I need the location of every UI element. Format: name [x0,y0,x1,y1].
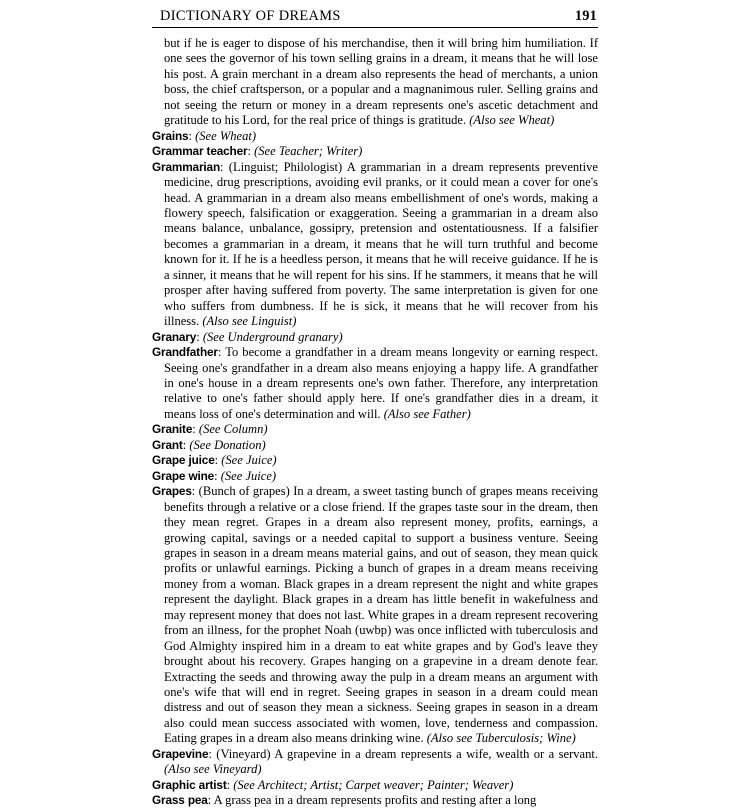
entry-separator: : [214,453,222,468]
entry-headword: Grandfather [152,345,218,360]
entry-headword: Grass pea [152,793,208,808]
continued-paragraph-text: but if he is eager to dispose of his merchandise, then it will bring him humiliation. If one sees the governor of his town selling grains in a dream, it means that he will lose his post. A grain merchant in a dream also represents the head of merchants, a union boss, the chief craftsperson, or a popular and a magnanimous ruler. Selling grains and not seeing the return or money in a dream represents one's ascetic detachment and gratitude to his Lord, for the real price of things is gratitude. [164,36,598,128]
entry-cross-reference: (See Wheat) [195,128,257,143]
entry-separator: : [207,793,214,808]
dictionary-entry [152,422,598,437]
entry-headword: Grains [152,128,189,143]
entry-body: (Linguist; Philologist) A grammarian in a dream represents preventive medicine, drug prescriptions, avoiding evil pranks, or it could mean a cover for one's head. A grammarian in a dream also means embellishment of one's words, making a flowery speech, falsification or exaggeration. Seeing a grammarian in a dream also means balance, unbalance, gossipry, pretension and ostentatiousness. If a falsifier becomes a grammarian in a dream, it means that he will turn truthful and become known for it. If he is a heedless person, it means that he will receive guidance. If he is a sinner, it means that he will repent for his sins. If he stammers, it means that he will prosper after having suffered from poverty. The same interpretation is given for one who suffers from dumbness. If he is sick, it means that he will recover from his illness. [164,159,598,329]
entry-separator: : [208,746,217,761]
dictionary-entry [152,747,598,778]
entry-headword: Grape juice [152,453,215,468]
entry-separator: : [191,484,199,499]
entry-cross-reference: (See Column) [198,422,268,437]
dictionary-entry [152,330,598,345]
entry-headword: Grape wine [152,468,215,483]
entry-headword: Graphic artist [152,777,227,792]
dictionary-entry [152,438,598,453]
entry-headword: Grammar teacher [152,144,248,159]
dictionary-entry [152,129,598,144]
dictionary-entry [152,160,598,330]
running-head [152,8,598,28]
page-content-column [152,8,598,809]
dictionary-entry [152,144,598,159]
entry-separator: : [226,777,234,792]
entry-cross-reference: (See Underground granary) [202,329,343,344]
entry-also-see: (Also see Vineyard) [164,762,262,777]
entry-separator: : [220,159,229,174]
dictionary-entry [152,453,598,468]
entry-body: (Bunch of grapes) In a dream, a sweet tasting bunch of grapes means receiving benefits through a relative or a close friend. If the grapes taste sour in the dream, then they mean regret. Grapes in a dream also represent money, profits, earnings, a growing capital, savings or a needed capital to support a business venture. Seeing grapes in season in a dream means material gains, and out of season, they mean quick profits or unlawful earnings. Picking a bunch of grapes in a dream means receiving money from a woman. Black grapes in a dream represent the night and white grapes represent the daylight. Black grapes in a dream has little benefit in wakefulness and may represent money that does not last. White grapes in a dream represent recovering from an illness, for the prophet Noah (uwbp) was once inflicted with tuberculosis and God Almighty inspired him in a dream to eat white grapes and by God's leave they brought about his recovery. Grapes hanging on a grapevine in a dream denote fear. Extracting the seeds and throwing away the pulp in a dream means an argument with one's wife that will end in regret. Seeing grapes in season in a dream could mean distress and out of season they mean a sickness. Seeing grapes in season in a dream also could mean success associated with women, love, tenderness and compassion. Eating grapes in a dream also means drinking wine. [164,484,599,746]
dictionary-entry [152,345,598,422]
dictionary-entry [152,469,598,484]
entry-headword: Grant [152,437,183,452]
continued-paragraph [164,36,598,129]
running-head-title: DICTIONARY OF DREAMS [160,8,341,24]
entry-cross-reference: (See Architect; Artist; Carpet weaver; Painter; Weaver) [233,777,514,792]
page-number: 191 [574,8,597,24]
dictionary-entry [152,793,598,808]
continued-paragraph-also-see: (Also see Wheat) [469,113,555,128]
entry-headword: Granary [152,329,197,344]
entry-headword: Grapevine [152,746,209,761]
dictionary-entry [152,778,598,793]
entry-separator: : [217,345,226,360]
entry-cross-reference: (See Donation) [189,437,266,452]
dictionary-body [152,36,598,809]
entry-separator: : [182,437,190,452]
entry-headword: Grapes [152,484,192,499]
entry-separator: : [192,422,199,437]
entry-separator: : [196,329,203,344]
entry-separator: : [247,144,255,159]
entry-headword: Grammarian [152,159,221,174]
dictionary-entry-list [152,129,598,809]
entry-headword: Granite [152,422,193,437]
entry-also-see: (Also see Linguist) [202,314,297,329]
entry-cross-reference: (See Teacher; Writer) [254,144,363,159]
entry-separator: : [214,468,221,483]
dictionary-entry [152,484,598,747]
entry-body: A grass pea in a dream represents profits and resting after a long [213,793,537,808]
entry-cross-reference: (See Juice) [220,468,277,483]
entry-cross-reference: (See Juice) [221,453,277,468]
entry-body: (Vineyard) A grapevine in a dream represents a wife, wealth or a servant. [216,746,598,761]
entry-also-see: (Also see Tuberculosis; Wine) [426,731,576,746]
entry-also-see: (Also see Father) [383,406,471,421]
entry-body: To become a grandfather in a dream means longevity or earning respect. Seeing one's grandfather in a dream also means enjoying a happy life. A grandfather in one's house in a dream represents one's own father. Therefore, any interpretation relative to one's father should apply here. If one's grandfather dies in a dream, it means loss of one's determination and will. [164,345,598,421]
entry-separator: : [188,128,196,143]
